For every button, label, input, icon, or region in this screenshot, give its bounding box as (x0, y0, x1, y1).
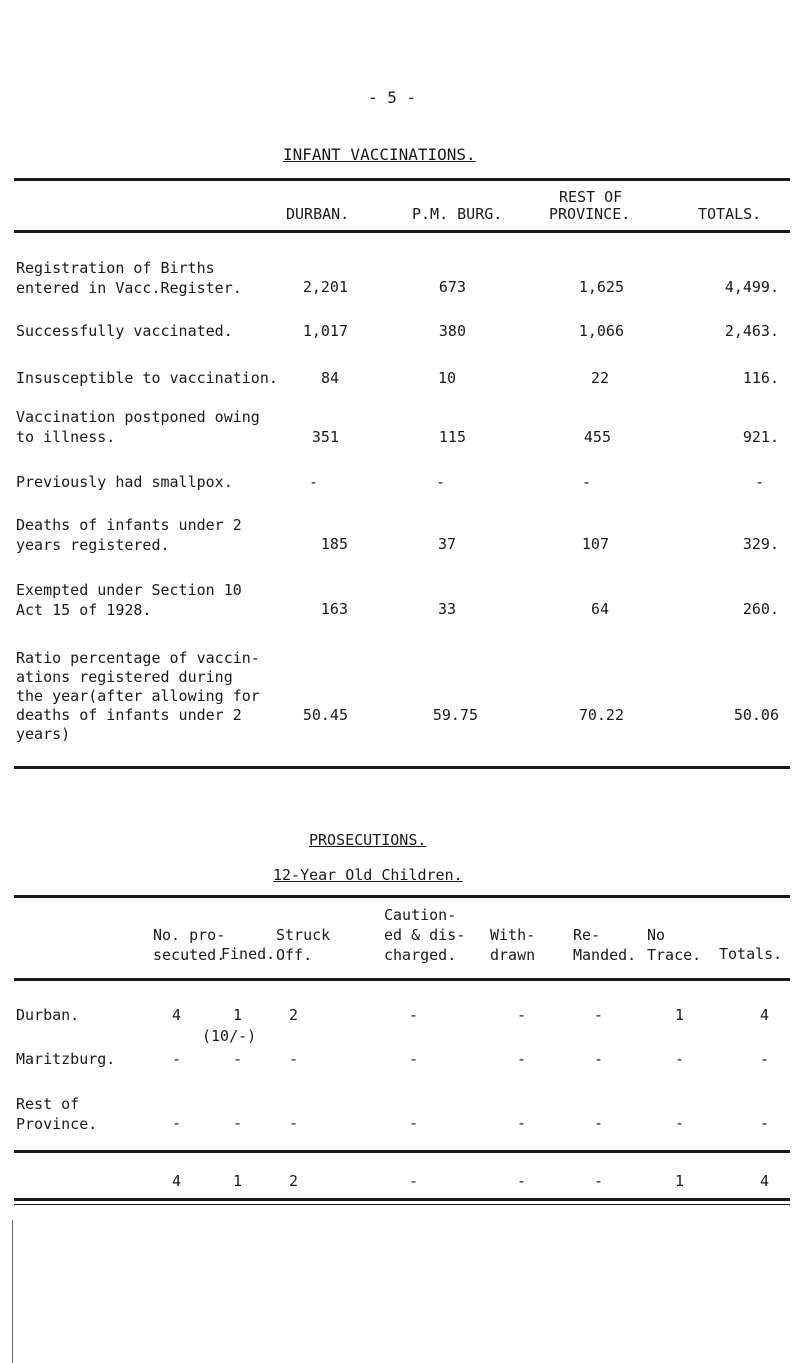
cell-rest: 455 (583, 428, 611, 446)
cell-rest: 107 (581, 535, 609, 553)
row-label: Insusceptible to vaccination. (16, 369, 278, 387)
cell-pm-burg: 673 (438, 278, 466, 296)
table-bottom-rule-2 (14, 1204, 790, 1205)
cell-rest: 64 (590, 600, 609, 618)
cell: - (594, 1050, 604, 1068)
cell: - (675, 1114, 685, 1132)
cell-totals: - (754, 473, 764, 491)
cell: - (172, 1114, 182, 1132)
cell-pm-burg: 37 (437, 535, 456, 553)
cell: - (760, 1050, 770, 1068)
cell-durban: 1,017 (302, 322, 348, 340)
table-bottom-rule (14, 766, 790, 769)
col-header-no-trace: No Trace. (647, 926, 702, 964)
cell-durban: 84 (320, 369, 339, 387)
total-cell: - (594, 1172, 604, 1190)
cell-totals: 921. (742, 428, 779, 446)
cell-pm-burg: 10 (437, 369, 456, 387)
cell: 4 (760, 1006, 770, 1024)
left-margin-line (12, 1220, 13, 1363)
col-header-pm-burg: P.M. BURG. (412, 205, 503, 223)
row-label: Rest of Province. (16, 1095, 98, 1133)
prosecutions-title: PROSECUTIONS. (309, 831, 427, 849)
row-label: Durban. (16, 1006, 80, 1024)
col-header-totals: Totals. (719, 945, 783, 963)
col-header-rest-line2: PROVINCE. (549, 205, 631, 223)
col-header-withdrawn: With- drawn (490, 926, 536, 964)
page-number: - 5 - (368, 88, 417, 107)
infant-vaccinations-title: INFANT VACCINATIONS. (283, 145, 476, 164)
cell: - (594, 1114, 604, 1132)
row-label: Ratio percentage of vaccin- ations registered during the year(after allowing for deaths of infants under 2 years) (16, 649, 260, 743)
total-cell: - (409, 1172, 419, 1190)
cell: - (675, 1050, 685, 1068)
prosecutions-subtitle: 12-Year Old Children. (273, 866, 463, 884)
total-cell: 2 (289, 1172, 299, 1190)
cell: - (289, 1050, 299, 1068)
col-header-totals: TOTALS. (698, 205, 762, 223)
cell: - (760, 1114, 770, 1132)
cell-rest: - (581, 473, 591, 491)
cell: - (594, 1006, 604, 1024)
cell-durban: 163 (320, 600, 348, 618)
total-cell: 1 (675, 1172, 685, 1190)
cell-pm-burg: - (435, 473, 445, 491)
cell: - (233, 1050, 243, 1068)
cell: 1 (233, 1006, 243, 1024)
col-header-cautioned: Caution- ed & dis- charged. (384, 906, 466, 964)
cell-rest: 70.22 (578, 706, 624, 724)
col-header-struck-off: Struck Off. (276, 926, 331, 964)
cell-totals: 4,499. (724, 278, 779, 296)
col-header-remanded: Re- Manded. (573, 926, 637, 964)
row-label: Previously had smallpox. (16, 473, 233, 491)
cell-pm-burg: 380 (438, 322, 466, 340)
row-label: Successfully vaccinated. (16, 322, 233, 340)
col-header-rest-line1: REST OF (559, 188, 623, 206)
cell-totals: 2,463. (724, 322, 779, 340)
cell-rest: 1,066 (578, 322, 624, 340)
col-header-durban: DURBAN. (286, 205, 350, 223)
cell-durban: 351 (311, 428, 339, 446)
cell: - (517, 1050, 527, 1068)
cell: - (233, 1114, 243, 1132)
cell: - (409, 1050, 419, 1068)
cell-durban: 2,201 (302, 278, 348, 296)
cell-totals: 260. (742, 600, 779, 618)
row-label: Registration of Births entered in Vacc.Register. (16, 259, 242, 297)
cell: 1 (675, 1006, 685, 1024)
cell-durban: 50.45 (302, 706, 348, 724)
header-bottom-rule (14, 978, 790, 981)
cell-rest: 1,625 (578, 278, 624, 296)
cell: - (172, 1050, 182, 1068)
cell: - (517, 1006, 527, 1024)
row-label: Vaccination postponed owing to illness. (16, 408, 260, 446)
cell: 4 (172, 1006, 182, 1024)
total-cell: 1 (233, 1172, 243, 1190)
cell-pm-burg: 59.75 (432, 706, 478, 724)
cell-rest: 22 (590, 369, 609, 387)
fine-note: (10/-) (202, 1027, 257, 1045)
total-cell: 4 (172, 1172, 182, 1190)
row-label: Deaths of infants under 2 years registered. (16, 516, 242, 554)
header-bottom-rule (14, 230, 790, 233)
cell: 2 (289, 1006, 299, 1024)
total-cell: 4 (760, 1172, 770, 1190)
cell-durban: 185 (320, 535, 348, 553)
col-header-fined: Fined. (221, 945, 276, 963)
cell-pm-burg: 33 (437, 600, 456, 618)
cell: - (409, 1006, 419, 1024)
total-cell: - (517, 1172, 527, 1190)
table-bottom-rule (14, 1198, 790, 1201)
cell-totals: 50.06 (733, 706, 779, 724)
cell-durban: - (308, 473, 318, 491)
col-header-prosecuted: No. pro- secuted. (153, 926, 226, 964)
cell-totals: 329. (742, 535, 779, 553)
cell: - (409, 1114, 419, 1132)
table-top-rule (14, 178, 790, 181)
row-label: Exempted under Section 10 Act 15 of 1928. (16, 581, 242, 619)
cell: - (517, 1114, 527, 1132)
totals-top-rule (14, 1150, 790, 1153)
cell-pm-burg: 115 (438, 428, 466, 446)
row-label: Maritzburg. (16, 1050, 116, 1068)
table-top-rule (14, 895, 790, 898)
cell: - (289, 1114, 299, 1132)
cell-totals: 116. (742, 369, 779, 387)
